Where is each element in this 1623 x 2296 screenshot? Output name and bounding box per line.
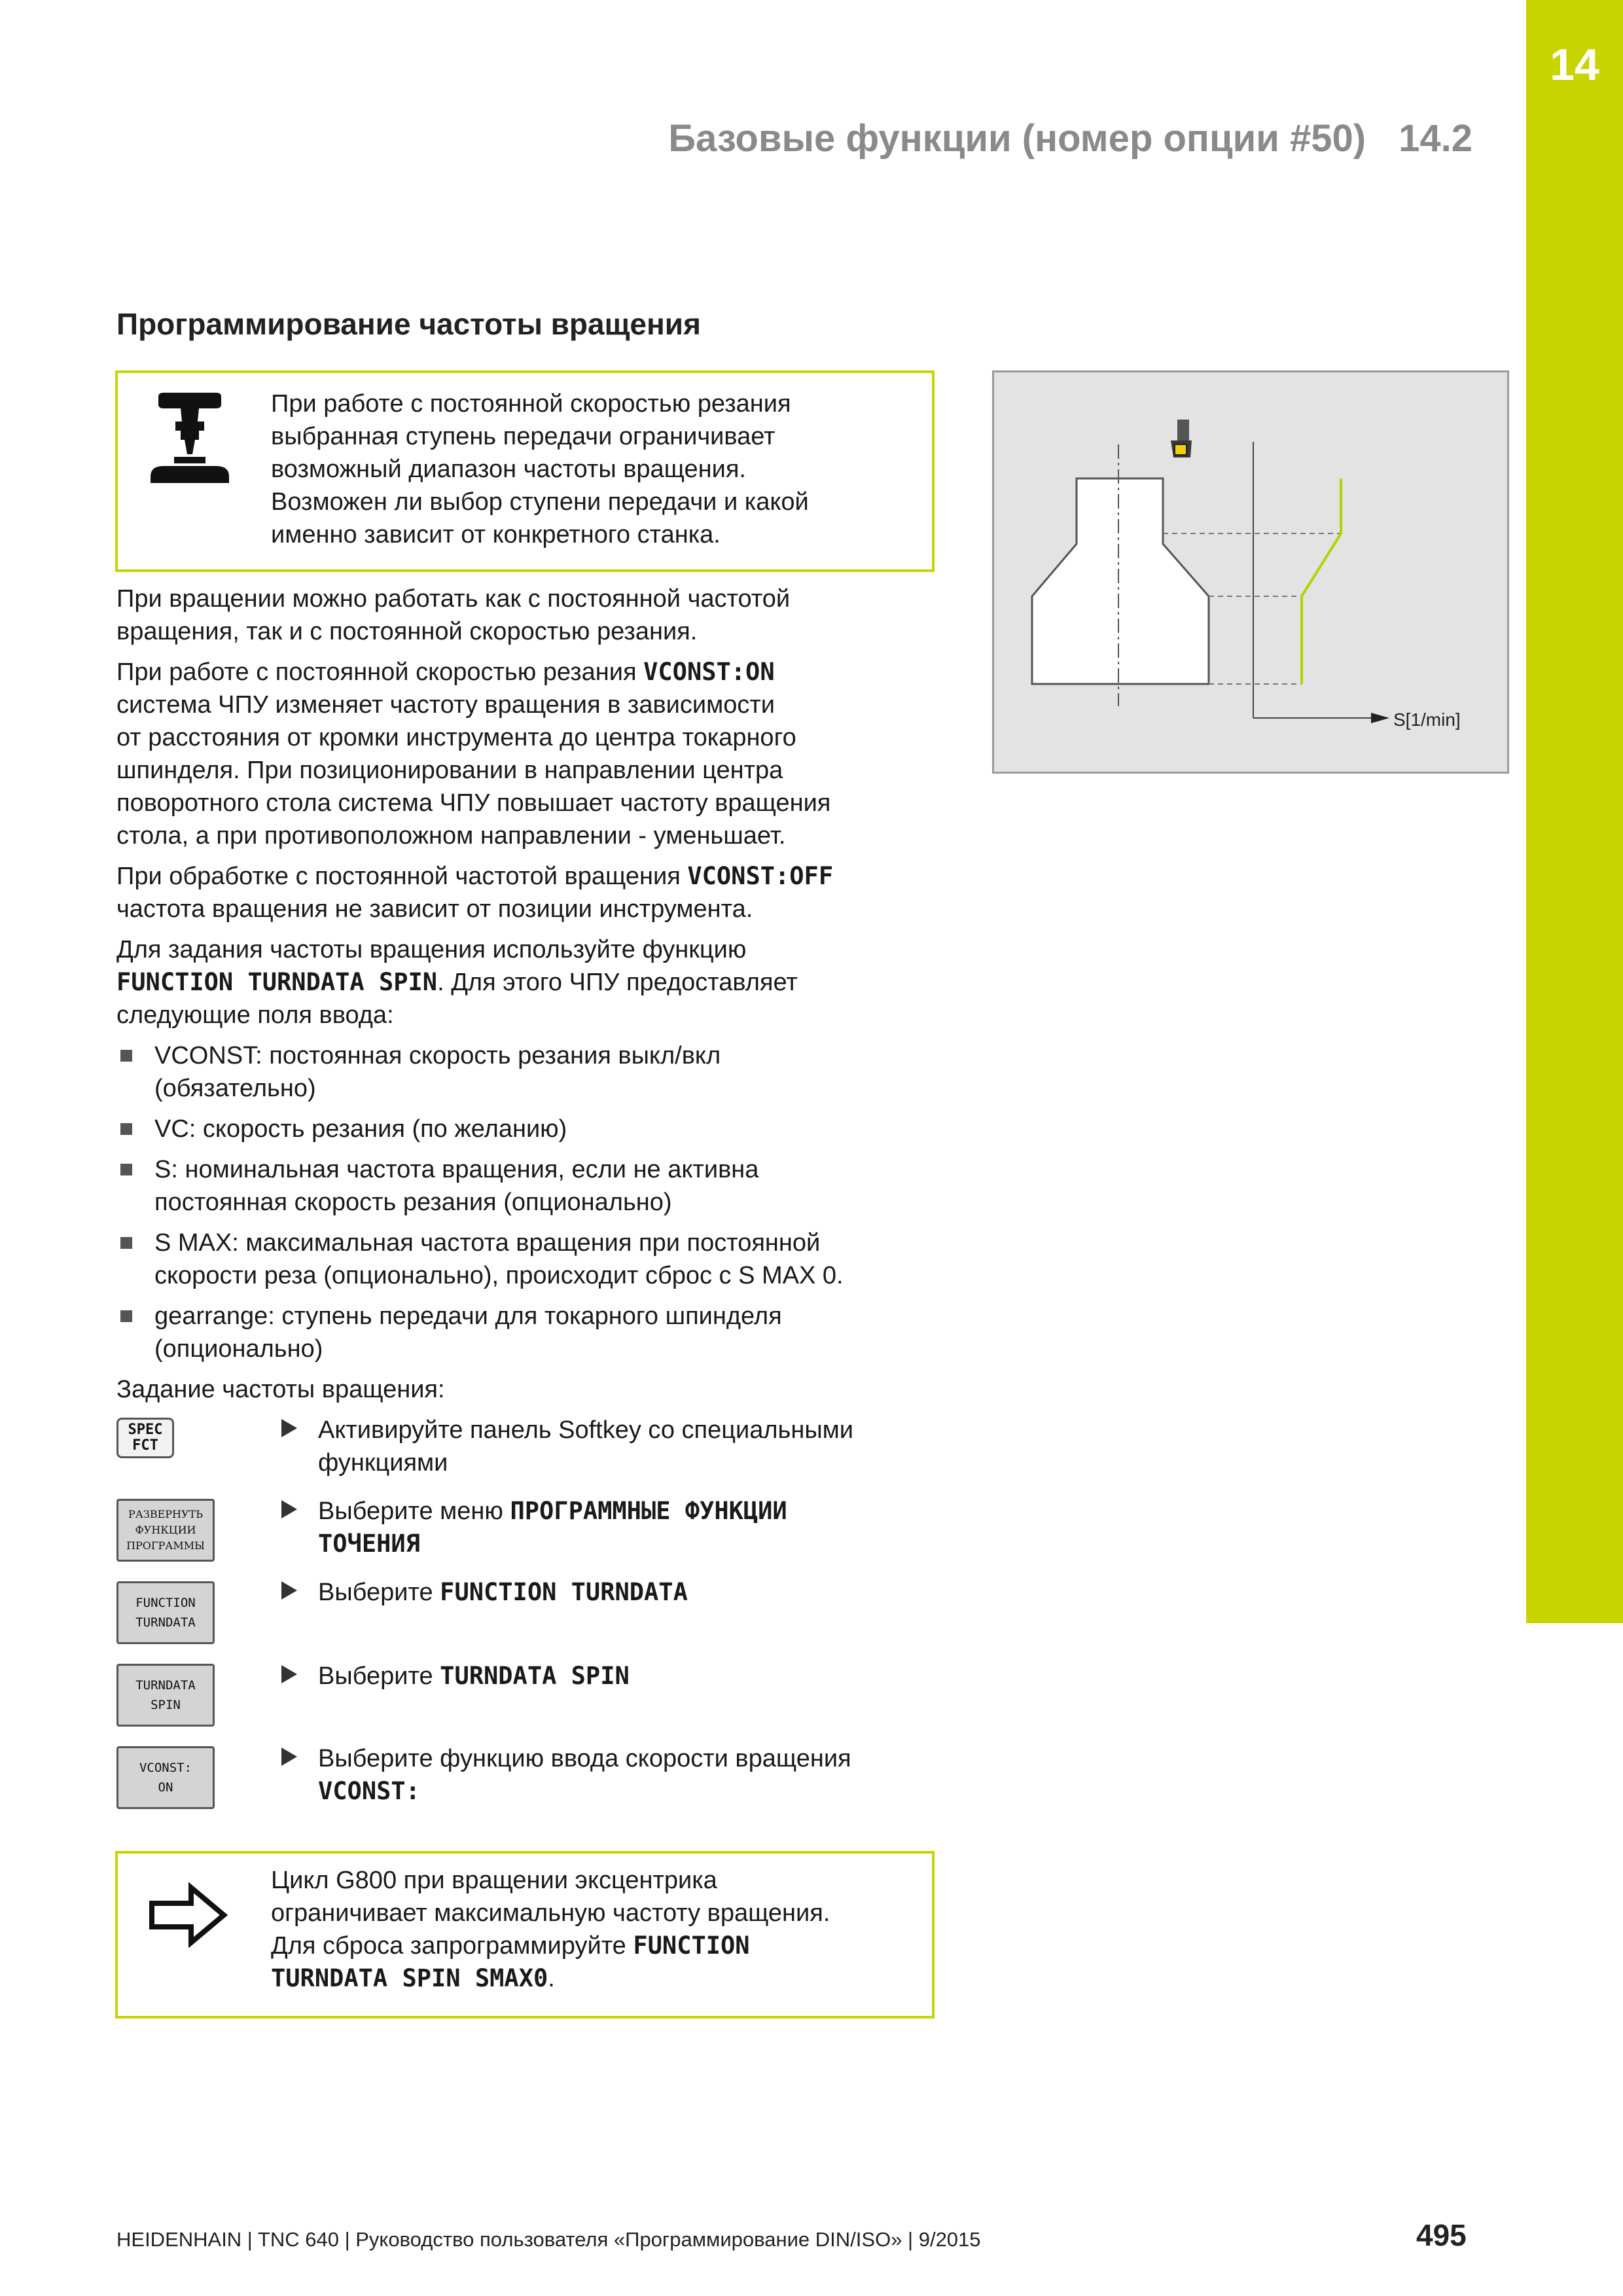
step-text: [318, 1742, 972, 1808]
text-line: Для задания частоты вращения используйте функцию: [116, 936, 747, 963]
footer: HEIDENHAIN | TNC 640 | Руководство пользователя «Программирование DIN/ISO» | 9/2015: [116, 2228, 981, 2251]
note-line: Возможен ли выбор ступени передачи и какой: [271, 488, 809, 516]
text-span: Выберите функцию ввода скорости вращения: [318, 1745, 851, 1772]
note-line: возможный диапазон частоты вращения.: [271, 456, 746, 483]
axis-label: S[1/min]: [1393, 709, 1461, 730]
text-span: Активируйте панель Softkey со специальными: [318, 1416, 854, 1444]
note-line: [271, 1962, 919, 1995]
paragraph: [116, 1373, 935, 1406]
text-line: VCONST: постоянная скорость резания выкл/вкл: [154, 1042, 721, 1069]
code-span: ТОЧЕНИЯ: [318, 1530, 420, 1558]
note-machine-box: [115, 370, 935, 572]
step-3: [116, 1576, 935, 1641]
note-tip-box: [115, 1851, 935, 2018]
text-span: Для сброса запрограммируйте: [271, 1932, 633, 1960]
turning-speed-figure: [992, 370, 1509, 774]
step-text: [318, 1414, 972, 1479]
arrow-right-icon: [148, 1882, 229, 1948]
step-text: [318, 1660, 972, 1693]
softkey-program-functions[interactable]: [116, 1499, 215, 1562]
text-line: (обязательно): [154, 1075, 316, 1102]
section-title: Программирование частоты вращения: [116, 307, 701, 341]
step-text: [318, 1576, 972, 1609]
bullet-square-icon: [120, 1050, 132, 1062]
workpiece-outline: [1032, 478, 1209, 684]
note-line: При работе с постоянной скоростью резания: [271, 390, 791, 418]
text-line: вращения, так и с постоянной скоростью резания.: [116, 618, 698, 645]
axis-arrow-icon: [1371, 713, 1389, 723]
text-line: поворотного стола система ЧПУ повышает частоту вращения: [116, 789, 831, 817]
paragraph: [116, 933, 935, 1031]
steps-intro: Задание частоты вращения:: [116, 1376, 445, 1403]
text-line: система ЧПУ изменяет частоту вращения в зависимости: [116, 691, 775, 719]
key-label: ПРОГРАММЫ: [126, 1539, 205, 1552]
text-line: постоянная скорость резания (опционально): [154, 1189, 672, 1216]
text-span: Выберите: [318, 1662, 440, 1690]
step-5: [116, 1742, 935, 1814]
key-label: FUNCTION: [135, 1596, 196, 1610]
text-span: функциями: [318, 1449, 448, 1477]
step-1: [116, 1414, 935, 1477]
step-4: [116, 1660, 935, 1725]
chapter-number: 14: [1550, 40, 1599, 90]
key-label: TURNDATA: [135, 1678, 196, 1693]
list-item: [116, 1113, 935, 1145]
text-line: S: номинальная частота вращения, если не активна: [154, 1156, 759, 1183]
bullet-square-icon: [120, 1237, 132, 1249]
key-label: ФУНКЦИИ: [135, 1524, 196, 1536]
text-line: следующие поля ввода:: [116, 1001, 394, 1029]
text-line: (опционально): [154, 1335, 323, 1363]
softkey-turndata-spin[interactable]: [116, 1664, 215, 1727]
machine-dependent-icon: [144, 391, 236, 496]
text-span: .: [548, 1965, 555, 1992]
step-2: [116, 1495, 935, 1560]
softkey-vconst-on[interactable]: [116, 1746, 215, 1809]
note-machine-text: [271, 387, 919, 551]
speed-curve: [1302, 478, 1341, 684]
code-span: TURNDATA SPIN: [440, 1662, 630, 1690]
text-line: скорости реза (опционально), происходит сброс с S MAX 0.: [154, 1262, 844, 1289]
spec-fct-key[interactable]: [116, 1418, 174, 1458]
softkey-function-turndata[interactable]: [116, 1581, 215, 1644]
list-item: [116, 1227, 935, 1292]
list-item: [116, 1153, 935, 1219]
text-span: При обработке с постоянной частотой вращения: [116, 863, 688, 890]
code-span: FUNCTION TURNDATA SPIN: [116, 968, 438, 996]
bullet-square-icon: [120, 1123, 132, 1135]
code-span: FUNCTION TURNDATA: [440, 1578, 688, 1606]
key-label: РАЗВЕРНУТЬ: [128, 1508, 204, 1520]
header-section: 14.2: [1399, 117, 1472, 160]
text-line: При вращении можно работать как с постоянной частотой: [116, 585, 791, 613]
key-label: ON: [158, 1780, 173, 1795]
tool-insert: [1175, 444, 1186, 455]
step-arrow-icon: [281, 1419, 297, 1437]
bullet-square-icon: [120, 1310, 132, 1322]
text-line: S MAX: максимальная частота вращения при постоянной: [154, 1229, 821, 1257]
paragraph: [116, 583, 935, 648]
chapter-tab: [1526, 0, 1623, 1623]
key-label: TURNDATA: [135, 1615, 196, 1630]
key-label: SPEC: [128, 1422, 163, 1438]
paragraph: [116, 860, 935, 925]
step-arrow-icon: [281, 1581, 297, 1600]
note-line: ограничивает максимальную частоту вращения.: [271, 1899, 830, 1927]
text-line: от расстояния от кромки инструмента до центра токарного: [116, 724, 796, 751]
note-tip-text: [271, 1864, 919, 1995]
workpiece-diagram: [994, 372, 1507, 772]
bullet-square-icon: [120, 1164, 132, 1175]
body-text: [116, 583, 935, 1414]
note-line: [271, 1929, 919, 1962]
step-arrow-icon: [281, 1665, 297, 1683]
key-label: SPIN: [151, 1698, 181, 1712]
step-text: [318, 1495, 972, 1560]
step-arrow-icon: [281, 1748, 297, 1766]
text-line: стола, а при противоположном направлении - уменьшает.: [116, 822, 786, 850]
code-span: VCONST:OFF: [687, 862, 834, 890]
text-span: Выберите меню: [318, 1498, 510, 1525]
text-span: . Для этого ЧПУ предоставляет: [437, 969, 798, 996]
step-arrow-icon: [281, 1500, 297, 1518]
note-line: именно зависит от конкретного станка.: [271, 521, 721, 548]
paragraph: [116, 656, 935, 852]
key-label: VCONST:: [139, 1761, 192, 1775]
text-line: VC: скорость резания (по желанию): [154, 1115, 567, 1143]
key-label: FCT: [132, 1437, 158, 1454]
text-span: При работе с постоянной скоростью резания: [116, 658, 644, 686]
code-span: FUNCTION: [633, 1931, 750, 1960]
text-span: Выберите: [318, 1579, 440, 1606]
code-span: VCONST:ON: [643, 658, 775, 686]
list-item: [116, 1039, 935, 1105]
page-number: 495: [1416, 2218, 1467, 2252]
code-span: ПРОГРАММНЫЕ ФУНКЦИИ: [510, 1497, 787, 1525]
list-item: [116, 1300, 935, 1365]
text-line: gearrange: ступень передачи для токарного шпинделя: [154, 1302, 782, 1330]
bullet-list: [116, 1039, 935, 1365]
note-line: Цикл G800 при вращении эксцентрика: [271, 1867, 717, 1894]
text-line: частота вращения не зависит от позиции инструмента.: [116, 895, 753, 923]
page-header: [668, 117, 1472, 160]
text-line: шпинделя. При позиционировании в направлении центра: [116, 757, 783, 784]
code-span: TURNDATA SPIN SMAX0: [271, 1964, 548, 1992]
header-title: Базовые функции (номер опции #50): [668, 117, 1366, 160]
code-span: VCONST:: [318, 1777, 420, 1805]
note-line: выбранная ступень передачи ограничивает: [271, 423, 776, 450]
